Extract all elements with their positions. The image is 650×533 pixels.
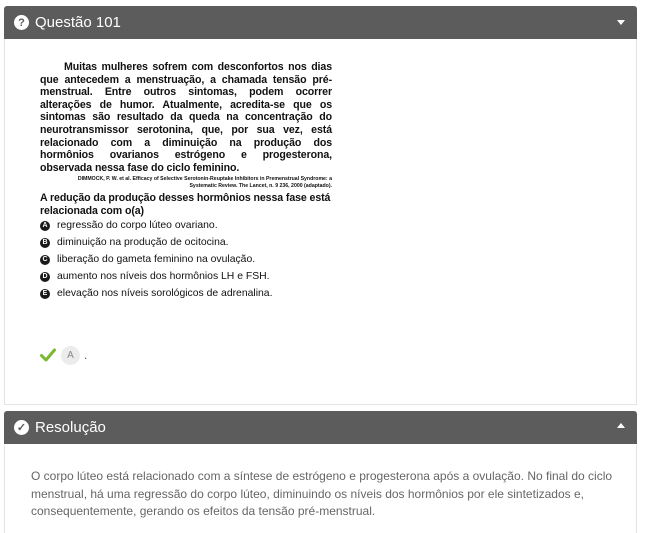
option-text: liberação do gameta feminino na ovulação. bbox=[57, 254, 256, 266]
option-d bbox=[40, 269, 332, 285]
question-panel-body bbox=[4, 39, 637, 405]
option-text: aumento nos níveis dos hormônios LH e FSH. bbox=[57, 271, 270, 283]
answer-row bbox=[40, 345, 87, 365]
option-text: elevação nos níveis sorológicos de adrenalina. bbox=[57, 288, 273, 300]
resolution-panel-header[interactable] bbox=[4, 411, 637, 444]
check-circle-icon: ✓ bbox=[14, 420, 29, 435]
option-text: regressão do corpo lúteo ovariano. bbox=[57, 220, 218, 232]
question-reference: DIMMOCK, P. W. et al. Efficacy of Selective Serotonin-Reuptake Inhibitors in Premenstrual Syndrome: a Systematic Review. The Lancet, n. 9 236, 2000 (adaptado). bbox=[77, 176, 332, 189]
answer-badge: A bbox=[61, 346, 80, 365]
question-image bbox=[40, 61, 332, 351]
chevron-down-icon[interactable] bbox=[617, 20, 625, 25]
option-e bbox=[40, 286, 332, 302]
option-c bbox=[40, 252, 332, 268]
option-a bbox=[40, 218, 332, 234]
question-paragraph: Muitas mulheres sofrem com desconfortos nos dias que antecedem a menstruação, a chamada tensão pré-menstrual. Entre outros sintomas, podem ocorrer alterações de humor. Atualmente, acredita-se que os sintomas são resultado da queda na concentração do neurotransmissor serotonina, que, por sua vez, está relacionado com a diminuição na produção dos hormônios ovarianos estrógeno e progesterona, observada nessa fase do ciclo feminino. bbox=[40, 61, 332, 174]
option-list bbox=[40, 218, 332, 302]
option-letter: B bbox=[40, 238, 50, 248]
question-prompt: A redução da produção desses hormônios nessa fase está relacionada com o(a) bbox=[40, 192, 331, 217]
answer-suffix: . bbox=[84, 348, 88, 362]
option-letter: C bbox=[40, 255, 50, 265]
resolution-title: Resolução bbox=[35, 419, 106, 436]
option-letter: E bbox=[40, 289, 50, 299]
option-letter: A bbox=[40, 221, 50, 231]
option-b bbox=[40, 235, 332, 251]
resolution-text: O corpo lúteo está relacionado com a síntese de estrógeno e progesterona após a ovulação. No final do ciclo menstrual, há uma regressão do corpo lúteo, diminuindo os níveis dos hormônios por ele sintetizados e, consequentemente, gerando os efeitos da tensão pré-menstrual. bbox=[31, 469, 613, 519]
option-text: diminuição na produção de ocitocina. bbox=[57, 237, 229, 249]
chevron-up-icon[interactable] bbox=[617, 423, 625, 428]
check-icon bbox=[40, 348, 56, 362]
option-letter: D bbox=[40, 272, 50, 282]
resolution-panel-body bbox=[4, 445, 637, 533]
question-title: Questão 101 bbox=[35, 14, 121, 31]
question-panel-header[interactable] bbox=[4, 6, 637, 39]
question-circle-icon: ? bbox=[14, 15, 29, 30]
